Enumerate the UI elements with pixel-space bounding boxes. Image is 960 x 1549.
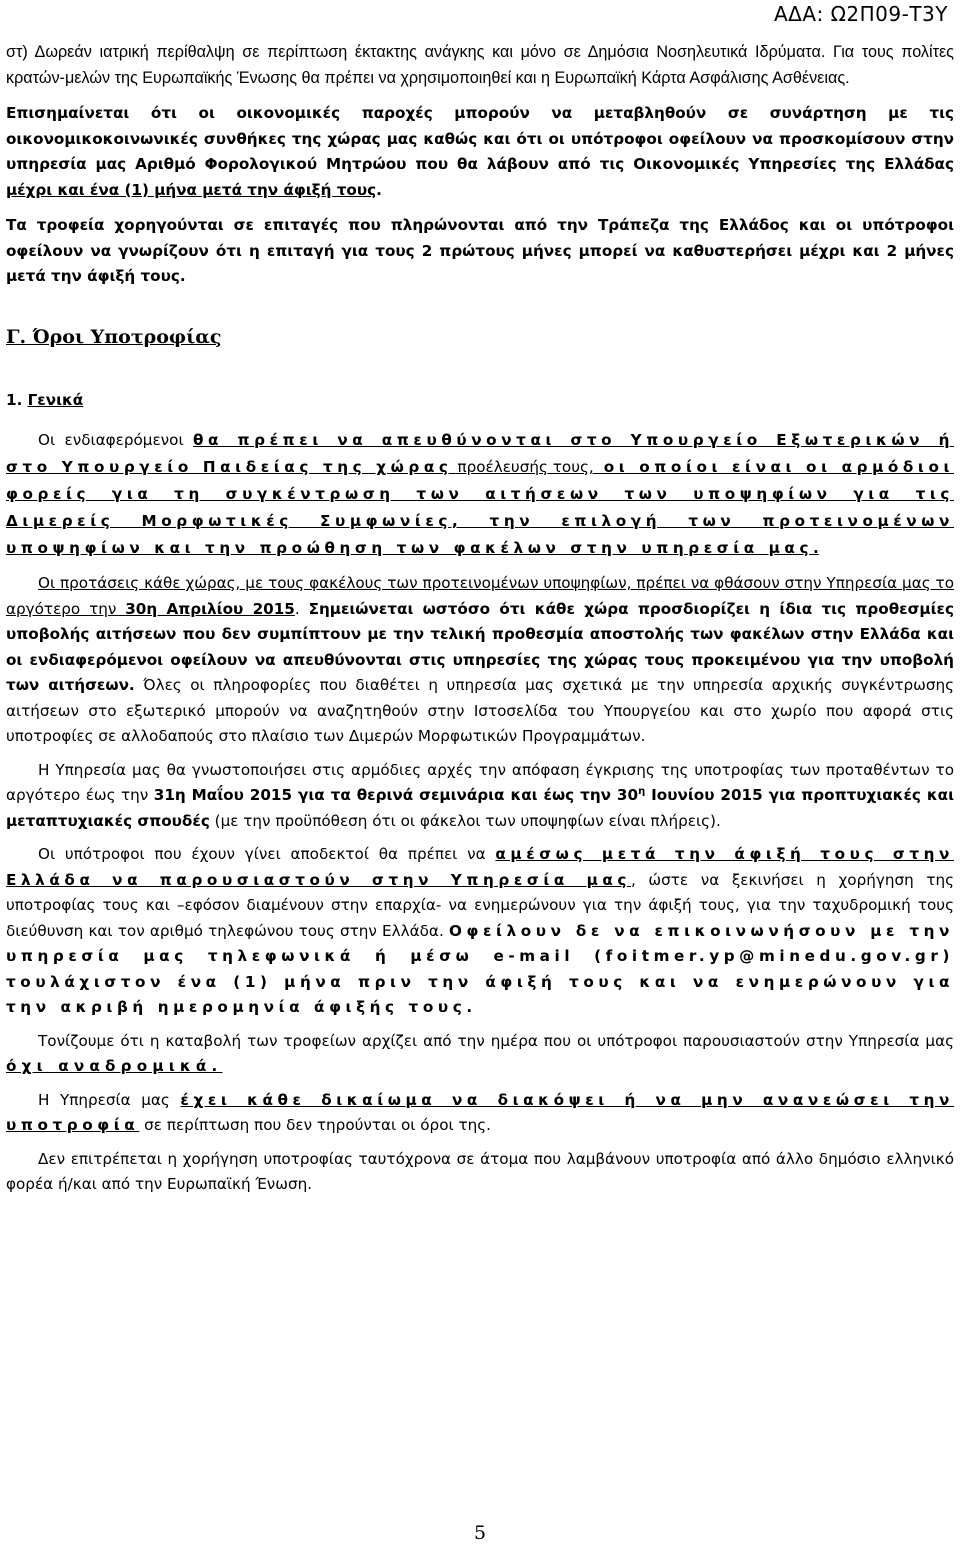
p1-d: οι οποίοι είναι οι αρμόδιοι φορείς για τη συγκέντρωση των αιτήσεων των υποψηφίων για τις Διμερείς Μορφωτικές Συμφωνίες, την επιλογή των προτεινομένων υποψηφίων και την προώθηση των φακέλων στην υπηρεσία μας bbox=[6, 458, 954, 557]
ada-code: ΑΔΑ: Ω2Π09-Τ3Υ bbox=[773, 2, 948, 26]
paragraph-tax-number bbox=[6, 101, 954, 203]
tax-end: . bbox=[376, 180, 382, 199]
paragraph-meal-allowance: Τα τροφεία χορηγούνται σε επιταγές που πληρώνονται από την Τράπεζα της Ελλάδος και οι υπότροφοι οφείλουν να γνωρίζουν ότι η επιταγή για τους 2 πρώτους μήνες μπορεί να καθυστερήσει μέχρι και 2 μήνες μετά την άφιξή τους. bbox=[6, 216, 954, 285]
p5-a: Τονίζουμε ότι η καταβολή των τροφείων αρχίζει από την ημέρα που οι υπότροφοι παρουσιαστούν στην Υπηρεσία μας bbox=[38, 1031, 954, 1050]
p4-b: αμέσως μετά την άφιξή τους στην Ελλάδα να παρουσιαστούν στην Υπηρεσία μας bbox=[6, 845, 954, 889]
page-number: 5 bbox=[473, 1522, 487, 1544]
paragraph-arrival bbox=[6, 842, 954, 1021]
p6-c: σε περίπτωση που δεν τηρούνται οι όροι της. bbox=[139, 1116, 491, 1134]
paragraph-payment-start bbox=[6, 1029, 954, 1080]
subsection-title: Γενικά bbox=[27, 390, 84, 409]
p3-c: Ιουνίου 2015 για προπτυχιακές και μεταπτυχιακές σπουδές bbox=[6, 786, 955, 830]
p4-a: Οι υπότροφοι που έχουν γίνει αποδεκτοί θα πρέπει να bbox=[38, 845, 496, 863]
p5-b: όχι αναδρομικά. bbox=[6, 1057, 223, 1075]
paragraph-termination bbox=[6, 1088, 954, 1139]
p4-d: Οφείλουν δε να επικοινωνήσουν με την υπηρεσία μας τηλεφωνικά ή μέσω e-mail (foitmer.yp@minedu.gov.gr) τουλάχιστον ένα (1) μήνα πριν την άφιξή τους και να ενημερώνουν για την ακριβή ημερομηνία άφιξής τους. bbox=[6, 921, 955, 1016]
p1-a: Οι ενδιαφερόμενοι bbox=[38, 431, 193, 449]
subsection-number: 1. bbox=[6, 390, 28, 409]
p4-c: , ώστε να ξεκινήσει η χορήγηση της υποτροφίας τους και –εφόσον διαμένουν στην επαρχία- να ενημερώνουν για την άφιξή τους, για την ταχυδρομική τους διεύθυνση και τον αριθμό τηλεφώνου τους στην Ελλάδα. bbox=[6, 870, 955, 940]
p2-a: Οι προτάσεις κάθε χώρας, με τους φακέλους των προτεινομένων υποψηφίων, πρέπει να φθάσουν στην Υπηρεσία μας το αργότερο την bbox=[6, 574, 954, 618]
p2-c: . bbox=[294, 599, 309, 618]
p2-b: 30η Απριλίου 2015 bbox=[125, 599, 295, 618]
p1-c: προέλευσής τους, bbox=[452, 458, 594, 476]
p3-b: 31η Μαΐου 2015 για τα θερινά σεμινάρια και έως την 30 bbox=[153, 786, 639, 804]
paragraph-free-healthcare: στ) Δωρεάν ιατρική περίθαλψη σε περίπτωση έκτακτης ανάγκης και μόνο σε Δημόσια Νοσηλευτικά Ιδρύματα. Για τους πολίτες κρατών-μελών της Ευρωπαϊκής Ένωσης θα πρέπει να χρησιμοποιηθεί και η Ευρωπαϊκή Κάρτα Ασφάλισης Ασθένειας. bbox=[6, 43, 954, 87]
p2-d: Σημειώνεται ωστόσο ότι κάθε χώρα προσδιορίζει η ίδια τις προθεσμίες υποβολής αιτήσεων που δεν συμπίπτουν με την τελική προθεσμία αποστολής των φακέλων στην Ελλάδα και οι ενδιαφερόμενοι οφείλουν να απευθύνονται στις υπηρεσίες της χώρας τους προκειμένου για την υποβολή των αιτήσεων. bbox=[6, 599, 954, 694]
subsection-heading bbox=[6, 388, 954, 414]
paragraph-deadline bbox=[6, 571, 954, 750]
paragraph-approval bbox=[6, 758, 954, 835]
document-body bbox=[6, 40, 954, 1198]
p3-d: (με την προϋπόθεση ότι οι φάκελοι των υποψηφίων είναι πλήρεις). bbox=[209, 811, 721, 830]
p6-a: Η Υπηρεσία μας bbox=[38, 1090, 181, 1109]
p2-e: Όλες οι πληροφορίες που διαθέτει η υπηρεσία μας σχετικά με την υπηρεσία αρχικής συγκέντρωσης αιτήσεων στο εξωτερικό μπορούν να αναζητηθούν στην Ιστοσελίδα του Υπουργείου και στο χωρίο που αφορά στις υποτροφίες σε αλλοδαπούς στο πλαίσιο των Διμερών Μορφωτικών Προγραμμάτων. bbox=[6, 676, 955, 745]
p3-a: Η Υπηρεσία μας θα γνωστοποιήσει στις αρμόδιες αρχές την απόφαση έγκρισης της υποτροφίας των προταθέντων το αργότερο έως την bbox=[6, 760, 954, 804]
p6-b: έχει κάθε δικαίωμα να διακόψει ή να μην ανανεώσει την υποτροφία bbox=[6, 1090, 954, 1134]
tax-text: Επισημαίνεται ότι οι οικονομικές παροχές μπορούν να μεταβληθούν σε συνάρτηση με τις οικονομικοκοινωνικές συνθήκες της χώρας μας καθώς και ότι οι υπότροφοι οφείλουν να προσκομίσουν στην υπηρεσία μας Αριθμό Φορολογικού Μητρώου που θα λάβουν από τις Οικονομικές Υπηρεσίες της Ελλάδας bbox=[6, 104, 954, 173]
p1-b: θα πρέπει να απευθύνονται στο Υπουργείο Εξωτερικών ή στο Υπουργείο Παιδείας της χώρας bbox=[6, 431, 954, 476]
p1-e: . bbox=[813, 539, 819, 557]
paragraph-no-double-scholarship: Δεν επιτρέπεται η χορήγηση υποτροφίας ταυτόχρονα σε άτομα που λαμβάνουν υποτροφία από άλλο δημόσιο ελληνικό φορέα ή/και από την Ευρωπαϊκή Ένωση. bbox=[6, 1149, 954, 1193]
paragraph-contact-ministry bbox=[6, 427, 954, 562]
tax-deadline: μέχρι και ένα (1) μήνα μετά την άφιξή τους bbox=[6, 180, 377, 199]
section-title: Γ. Όροι Υποτροφίας bbox=[6, 325, 222, 348]
p3-sup: η bbox=[638, 785, 646, 797]
